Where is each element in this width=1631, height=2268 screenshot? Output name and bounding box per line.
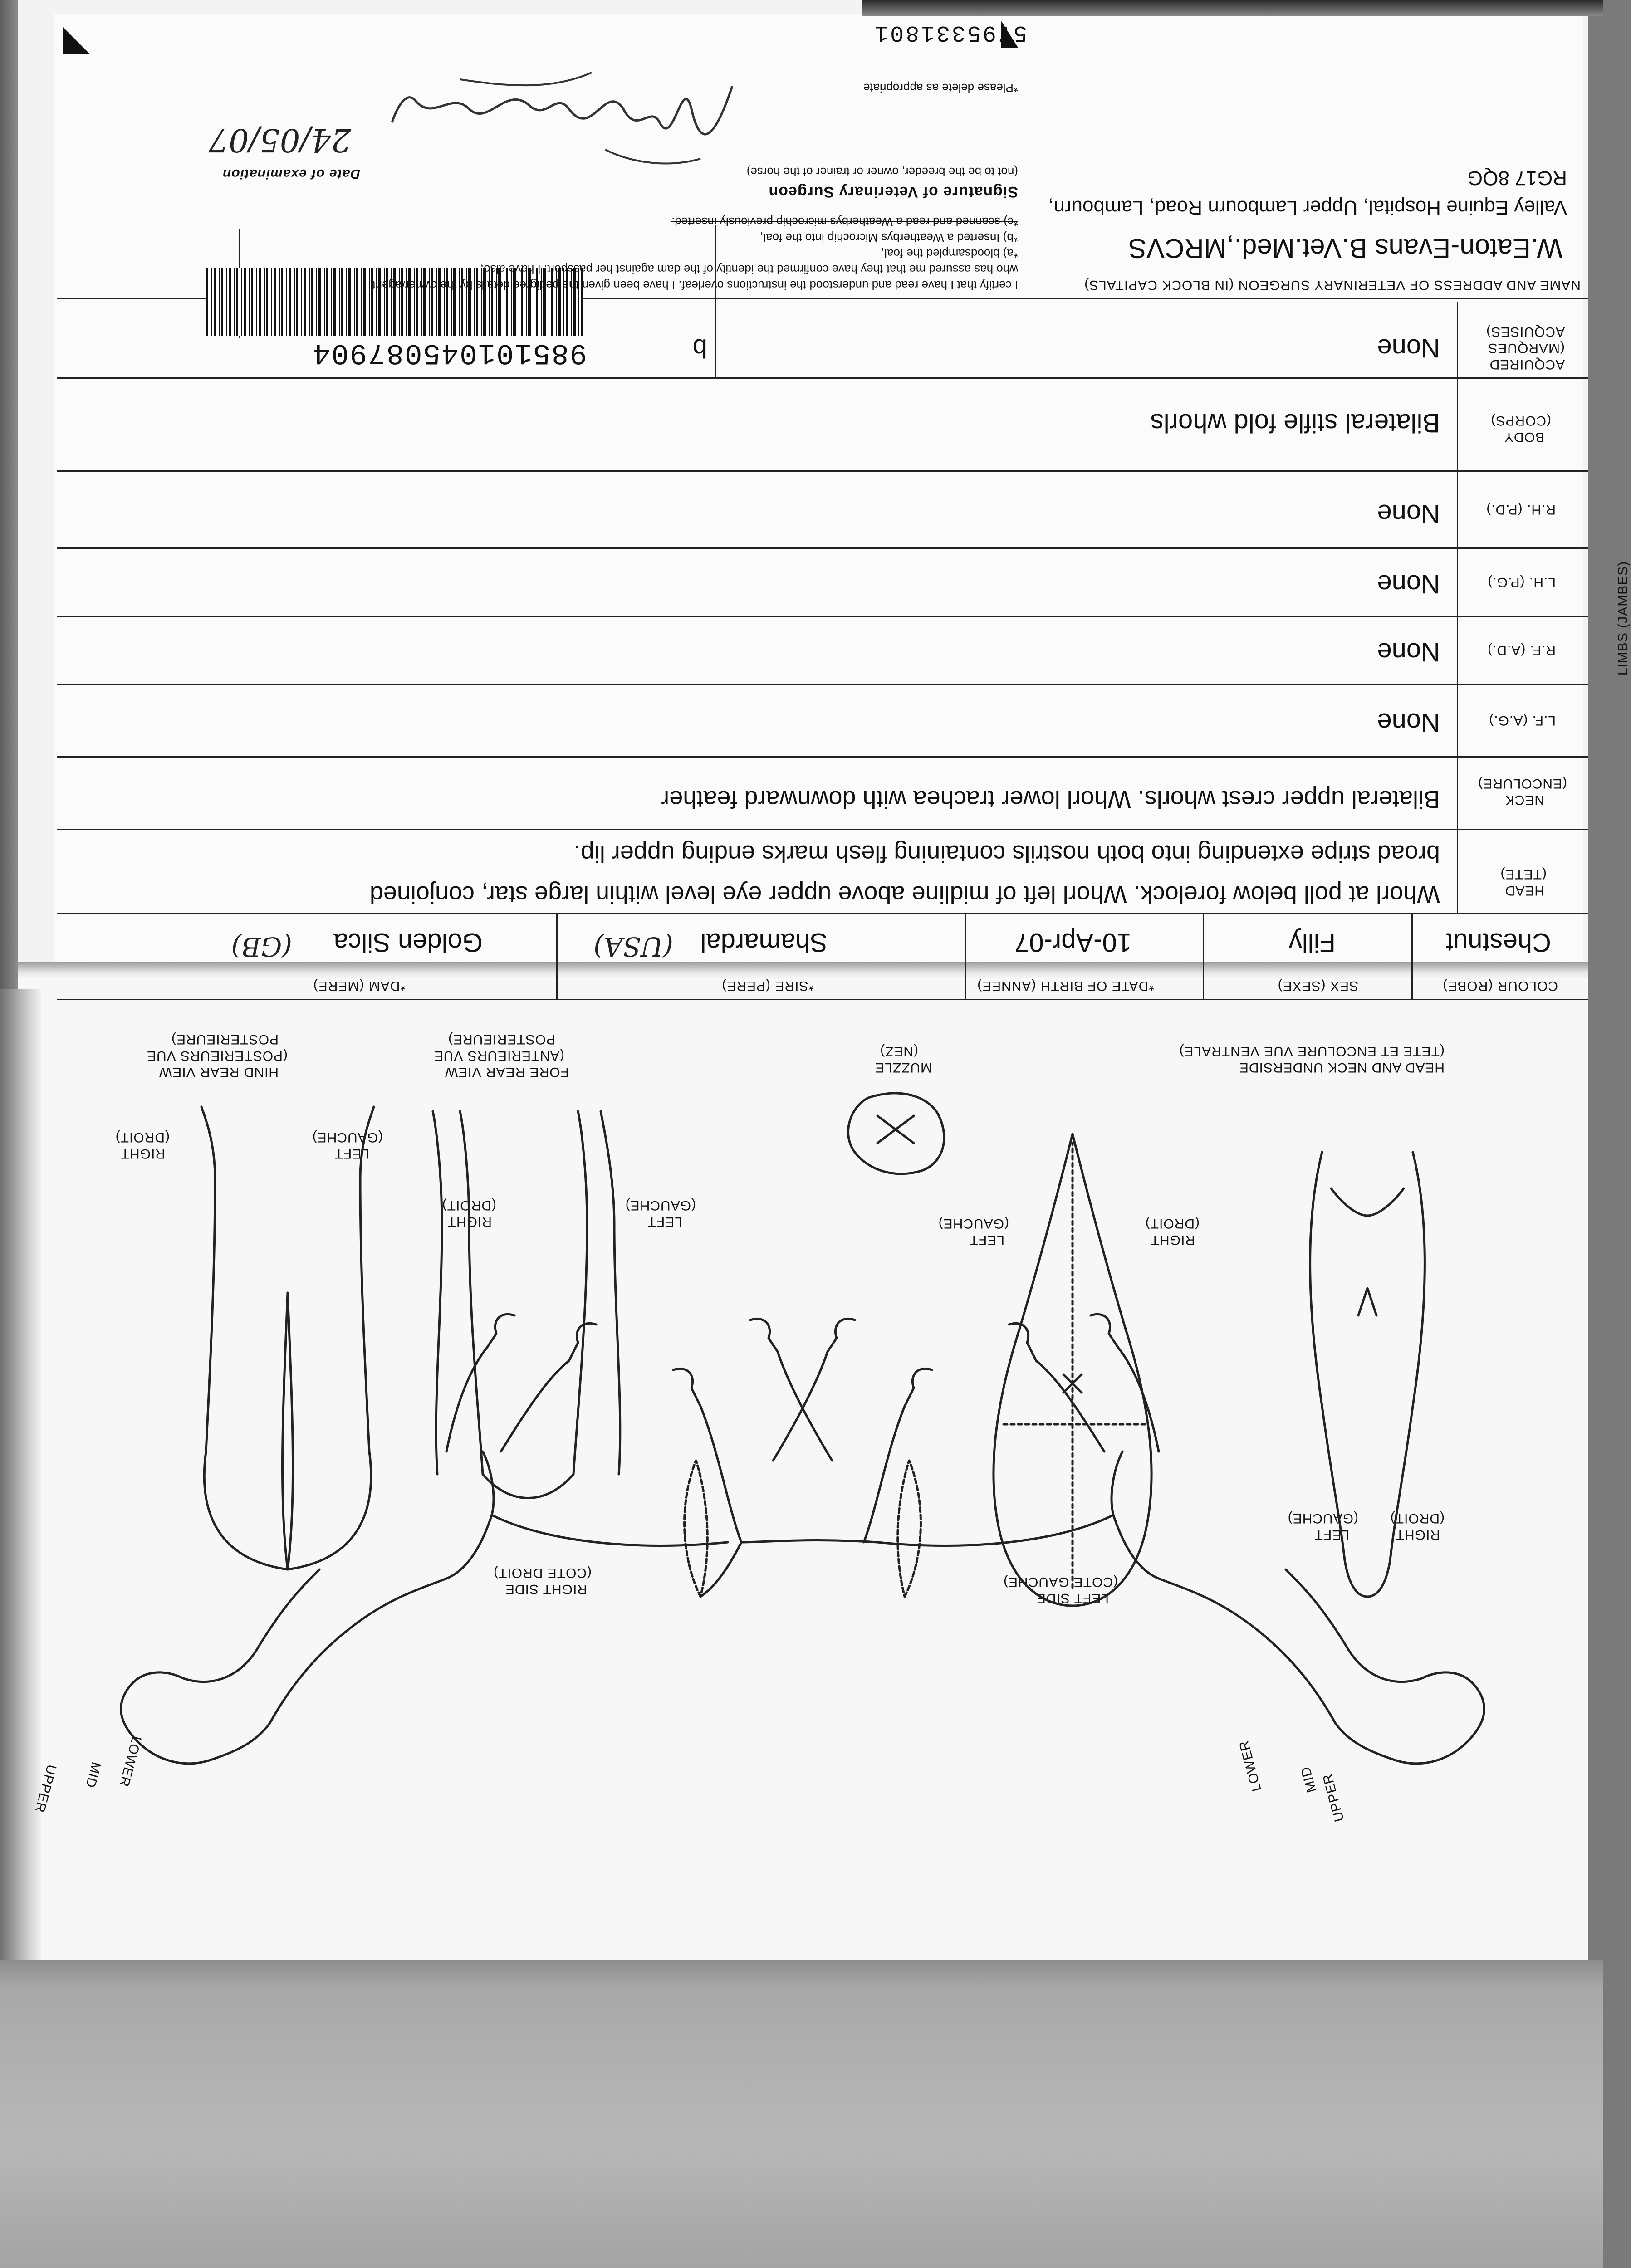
head-top-view-outline: [994, 1134, 1151, 1606]
fore-right-label: RIGHT: [447, 1214, 492, 1229]
fore-rear-label-fr1: (ANTERIEURS VUE: [433, 1048, 564, 1063]
dam-label: *DAM (MERE): [313, 978, 406, 993]
fore-rear-view-outline: [433, 1111, 620, 1498]
rule: [57, 913, 1588, 914]
horse-left-side-outline: [673, 1314, 1484, 1763]
neck-description: Bilateral upper crest whorls. Whorl lower trachea with downward feather: [661, 786, 1440, 813]
rule: [57, 756, 1588, 758]
exam-date-label: Date of examination: [222, 166, 360, 181]
sex-value: Filly: [1288, 928, 1336, 957]
acquired-label-fr: (MARQUES: [1488, 341, 1565, 356]
topview-left-label: LEFT: [969, 1232, 1004, 1247]
dob-label: *DATE OF BIRTH (ANNEE): [977, 978, 1154, 993]
left-side-label: LEFT SIDE: [1036, 1591, 1109, 1606]
certification-line2: who has assured me that they have confirmed the identity of the dam against her passport. I have also,: [480, 263, 1018, 276]
rule: [57, 377, 1588, 379]
microchip-number: 985101045087904: [312, 336, 587, 369]
body-label-fr: (CORPS): [1490, 413, 1551, 428]
hind-rear-label-fr2: POSTERIEURE): [171, 1032, 279, 1047]
topview-right-label: RIGHT: [1150, 1232, 1195, 1247]
hind-rear-view-outline: [201, 1107, 374, 1569]
acquired-label: ACQUIRED: [1489, 357, 1565, 372]
vet-address-line2: RG17 8QG: [1467, 167, 1567, 189]
limbs-label: LIMBS (JAMBES): [1615, 561, 1631, 676]
muzzle-label-fr: (NEZ): [880, 1044, 918, 1059]
fore-right-label-fr: (DROIT): [441, 1198, 496, 1213]
signature-label: Signature of Veterinary Surgeon: [768, 183, 1018, 200]
rule: [57, 829, 1588, 830]
rule: [1411, 914, 1413, 1000]
left-side-label-fr: (COTE GAUCHE): [1003, 1574, 1118, 1589]
vet-name: W.Eaton-Evans B.Vet.Med.,MRCVS: [1128, 233, 1562, 264]
sire-label: *SIRE (PERE): [721, 978, 814, 993]
muzzle-label: MUZZLE: [875, 1060, 932, 1075]
rule: [57, 616, 1588, 617]
rf-value: None: [1377, 637, 1440, 667]
rh-label: R.H. (P.D.): [1486, 502, 1556, 517]
head-label: HEAD: [1504, 883, 1544, 898]
horse-right-side-outline: [121, 1314, 932, 1763]
rule: [965, 914, 966, 1000]
lh-label: L.H. (P.G.): [1487, 575, 1556, 590]
right-neck-upper: UPPER: [32, 1763, 59, 1814]
body-value: Bilateral stifle fold whorls: [1150, 408, 1440, 438]
registration-mark: [63, 27, 90, 54]
colour-label: COLOUR (ROBE): [1442, 978, 1558, 993]
fore-rear-label: FORE REAR VIEW: [444, 1065, 569, 1080]
rule: [57, 999, 1588, 1000]
horse-outline-diagrams: [0, 1089, 1603, 1996]
rule: [57, 470, 1588, 472]
rule: [57, 547, 1588, 549]
head-description: Whorl at poll below forelock. Whorl left of midline above upper eye level within large star, conjoined: [369, 881, 1440, 908]
fore-left-label: LEFT: [647, 1214, 682, 1229]
underside-right-label-fr: (DROIT): [1390, 1511, 1445, 1526]
hind-right-label: RIGHT: [120, 1146, 165, 1161]
certification-line5: *c) scanned and read a Weatherbys microchip previously inserted.: [671, 215, 1018, 229]
hind-left-label: LEFT: [334, 1146, 369, 1161]
right-side-label: RIGHT SIDE: [504, 1582, 587, 1597]
vet-section-label: NAME AND ADDRESS OF VETERINARY SURGEON (IN BLOCK CAPITALS): [1084, 278, 1581, 293]
fore-left-label-fr: (GAUCHE): [625, 1198, 696, 1213]
left-neck-lower: LOWER: [1236, 1739, 1264, 1793]
body-label: BODY: [1504, 430, 1544, 445]
topview-left-label-fr: (GAUCHE): [938, 1216, 1009, 1231]
fore-rear-label-fr2: POSTERIEURE): [447, 1032, 555, 1047]
lf-label: L.F. (A.G.): [1489, 713, 1556, 728]
left-neck-upper: UPPER: [1320, 1772, 1347, 1823]
neck-label-fr: (ENCOLURE): [1478, 776, 1567, 791]
rule: [1203, 914, 1204, 1000]
head-neck-underside-outline: [1310, 1152, 1425, 1597]
right-neck-lower: LOWER: [116, 1734, 144, 1789]
signature-note: (not to be the breeder, owner or trainer of the horse): [746, 165, 1018, 179]
certification-line4: *b) Inserted a Weatherbys Microchip into the foal,: [760, 231, 1018, 244]
exam-date: 24/05/07: [208, 122, 351, 159]
hind-rear-label: HIND REAR VIEW: [158, 1065, 279, 1080]
left-neck-mid: MID: [1298, 1765, 1319, 1794]
vet-signature: [387, 59, 741, 177]
rule: [57, 684, 1588, 685]
certificate-number: 5795331801: [872, 20, 1027, 45]
hind-left-label-fr: (GAUCHE): [312, 1130, 383, 1145]
hind-right-label-fr: (DROIT): [115, 1130, 170, 1145]
certification-line1: I certify that I have read and understood the instructions overleaf. I have been given the pedigree details by the owner/agent: [372, 279, 1018, 292]
barcode-prefix: b: [692, 333, 707, 363]
acquired-label-fr2: ACQUISES): [1485, 324, 1565, 339]
neck-label: NECK: [1504, 792, 1544, 807]
rf-label: R.F. (A.D.): [1487, 643, 1556, 658]
sire-country: (USA): [593, 931, 673, 962]
underside-left-label-fr: (GAUCHE): [1287, 1511, 1358, 1526]
vet-address-line1: Valley Equine Hospital, Upper Lambourn Road, Lambourn,: [1048, 196, 1567, 219]
lf-value: None: [1377, 708, 1440, 737]
sex-label: SEX (SEXE): [1277, 978, 1358, 993]
head-neck-underside-label: HEAD AND NECK UNDERSIDE: [1239, 1060, 1445, 1075]
rule: [715, 225, 716, 379]
registration-mark: [1001, 20, 1018, 48]
sire-value: Shamardal: [700, 928, 828, 957]
certification-line3: *a) bloodsampled the foal,: [881, 247, 1018, 260]
right-neck-mid: MID: [83, 1760, 104, 1790]
colour-value: Chestnut: [1445, 928, 1551, 957]
underside-right-label: RIGHT: [1395, 1527, 1440, 1542]
topview-right-label-fr: (DROIT): [1145, 1216, 1200, 1231]
dam-value: Golden Silca: [333, 928, 483, 957]
rule: [1457, 302, 1458, 914]
lh-value: None: [1377, 569, 1440, 599]
rule: [556, 914, 558, 1000]
hind-rear-label-fr1: (POSTERIEURS VUE: [146, 1048, 288, 1063]
head-label-fr: (TETE): [1500, 867, 1547, 882]
head-neck-underside-label-fr: (TETE ET ENCOLURE VUE VENTRALE): [1179, 1044, 1445, 1059]
delete-note: *Please delete as appropriate: [863, 81, 1018, 95]
rh-value: None: [1377, 499, 1440, 528]
muzzle-outline: [848, 1093, 944, 1174]
underside-left-label: LEFT: [1314, 1527, 1349, 1542]
head-description-2: broad stripe extending into both nostrils containing flesh marks ending upper lip.: [573, 840, 1440, 867]
dam-country: (GB): [231, 931, 292, 962]
dob-value: 10-Apr-07: [1014, 928, 1131, 957]
right-side-label-fr: (COTE DROIT): [493, 1565, 592, 1580]
acquired-value: None: [1377, 333, 1440, 363]
